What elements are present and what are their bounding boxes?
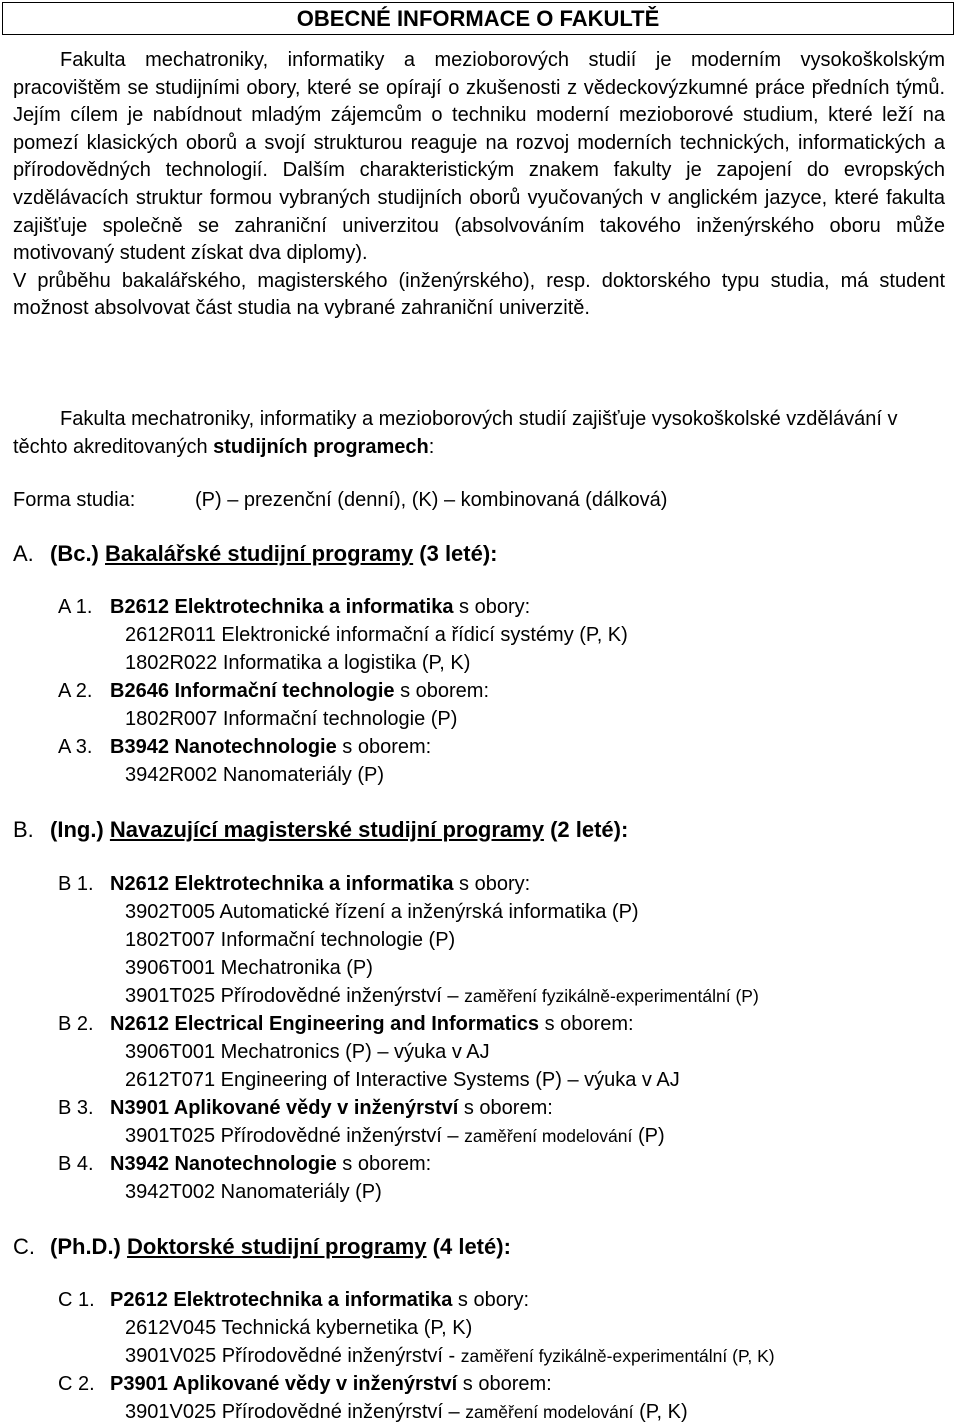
program-code: B3942 Nanotechnologie [110,736,337,758]
programs-intro-bold: studijních programech [213,436,429,458]
section-a-heading [13,539,498,569]
field-item: 3942R002 Nanomateriály (P) [125,764,385,786]
program-suffix: s oborem: [458,1097,553,1119]
field-item [125,1122,665,1150]
program-suffix: s obory: [453,873,531,895]
field-item: 2612V045 Technická kybernetika (P, K) [125,1317,473,1339]
program-b4 [58,1150,431,1178]
field-item: 1802R022 Informatika a logistika (P, K) [125,652,471,674]
field-form: (P) [730,986,759,1006]
field-specialization: zaměření fyzikálně-experimentální [460,1346,728,1366]
field-item: 3906T001 Mechatronika (P) [125,957,373,979]
program-number: A 2. [58,680,93,702]
field-form: (P, K) [633,1401,688,1423]
programs-intro-text: Fakulta mechatroniky, informatiky a mezioborových studií zajišťuje vysokoškolské vzdělávání v těchto akreditovaných [13,408,898,458]
program-code: N2612 Elektrotechnika a informatika [110,873,454,895]
page-title: OBECNÉ INFORMACE O FAKULTĚ [2,2,954,35]
field-item [125,1398,688,1426]
program-a1 [58,593,530,621]
program-a2 [58,677,489,705]
intro-text [13,47,945,323]
program-suffix: s obory: [452,1289,530,1311]
field-main: 3901T025 Přírodovědné inženýrství – [125,985,465,1007]
program-suffix: s oborem: [394,680,489,702]
section-c-degree: (Ph.D.) [50,1234,121,1259]
section-b-name: Navazující magisterské studijní programy [109,817,544,842]
program-code: B2646 Informační technologie [110,680,395,702]
section-b-heading [13,815,628,845]
program-c1 [58,1286,529,1314]
intro-paragraph-2: V průběhu bakalářského, magisterského (inženýrského), resp. doktorského typu studia, má student možnost absolvovat část studia na vybrané zahraniční univerzitě. [13,269,945,320]
program-code: B2612 Elektrotechnika a informatika [110,596,454,618]
study-form-label: Forma studia: [13,489,136,511]
programs-intro-tail: : [428,436,435,458]
section-b-degree: (Ing.) [50,817,104,842]
field-main: 3901T025 Přírodovědné inženýrství – [125,1125,465,1147]
program-number: C 2. [58,1373,95,1395]
section-c-name: Doktorské studijní programy [127,1234,427,1259]
study-form-value: (P) – prezenční (denní), (K) – kombinovaná (dálková) [195,489,668,511]
section-c-heading [13,1232,511,1262]
program-suffix: s oborem: [336,1153,432,1175]
field-item [125,1342,775,1370]
field-item: 3906T001 Mechatronics (P) – výuka v AJ [125,1041,490,1063]
field-item [125,982,759,1010]
field-item: 3942T002 Nanomateriály (P) [125,1181,382,1203]
program-code: N2612 Electrical Engineering and Informatics [110,1013,540,1035]
field-form: (P, K) [727,1346,775,1366]
program-a3 [58,733,431,761]
program-number: B 3. [58,1097,94,1119]
field-item: 1802T007 Informační technologie (P) [125,929,456,951]
program-number: A 3. [58,736,93,758]
program-c2 [58,1370,552,1398]
program-number: B 2. [58,1013,94,1035]
field-item: 1802R007 Informační technologie (P) [125,708,458,730]
program-number: A 1. [58,596,93,618]
program-b2 [58,1010,634,1038]
program-suffix: s oborem: [457,1373,552,1395]
field-form: (P) [632,1125,665,1147]
programs-intro [13,405,945,461]
section-a-name: Bakalářské studijní programy [105,541,414,566]
program-code: P3901 Aplikované vědy v inženýrství [110,1373,458,1395]
program-code: N3942 Nanotechnologie [110,1153,337,1175]
section-b-duration: (2 leté): [550,817,629,842]
program-code: P2612 Elektrotechnika a informatika [110,1289,453,1311]
field-item: 3902T005 Automatické řízení a inženýrská informatika (P) [125,901,639,923]
section-a-letter: A. [13,541,34,566]
program-code: N3901 Aplikované vědy v inženýrství [110,1097,459,1119]
intro-paragraph-1: Fakulta mechatroniky, informatiky a mezioborových studií je moderním vysokoškolským pracovištěm se studijními obory, které se opírají o zkušenosti z vědeckovýzkumné práce předních týmů. Jejím cílem je nabídnout mladým zájemcům o techniku moderní mezioborové studium, které leží na pomezí klasických oborů a svojí strukturou reaguje na rozvoj moderních technických, informatických a přírodovědných technologií. Dalším charakteristickým znakem fakulty je zapojení do evropských vzdělávacích struktur formou vybraných studijních oborů vyučovaných v anglickém jazyce, které fakulta zajišťuje společně se zahraniční univerzitou (absolvováním takového inženýrského oboru může motivovaný student získat dva diplomy). [13,49,945,265]
section-a-degree: (Bc.) [50,541,99,566]
field-specialization: zaměření modelování [464,1126,633,1146]
section-b-letter: B. [13,817,34,842]
section-c-duration: (4 leté): [432,1234,511,1259]
field-item: 2612T071 Engineering of Interactive Systems (P) – výuka v AJ [125,1069,680,1091]
program-suffix: s oborem: [336,736,432,758]
field-item: 2612R011 Elektronické informační a řídicí systémy (P, K) [125,624,628,646]
field-main: 3901V025 Přírodovědné inženýrství - [125,1345,461,1367]
program-suffix: s oborem: [539,1013,634,1035]
program-number: C 1. [58,1289,95,1311]
study-form [13,486,667,514]
program-number: B 1. [58,873,94,895]
program-b3 [58,1094,553,1122]
field-specialization: zaměření modelování [465,1402,634,1422]
section-c-letter: C. [13,1234,35,1259]
field-main: 3901V025 Přírodovědné inženýrství – [125,1401,466,1423]
program-b1 [58,870,530,898]
program-suffix: s obory: [453,596,531,618]
program-number: B 4. [58,1153,94,1175]
section-a-duration: (3 leté): [419,541,498,566]
field-specialization: zaměření fyzikálně-experimentální [464,986,731,1006]
